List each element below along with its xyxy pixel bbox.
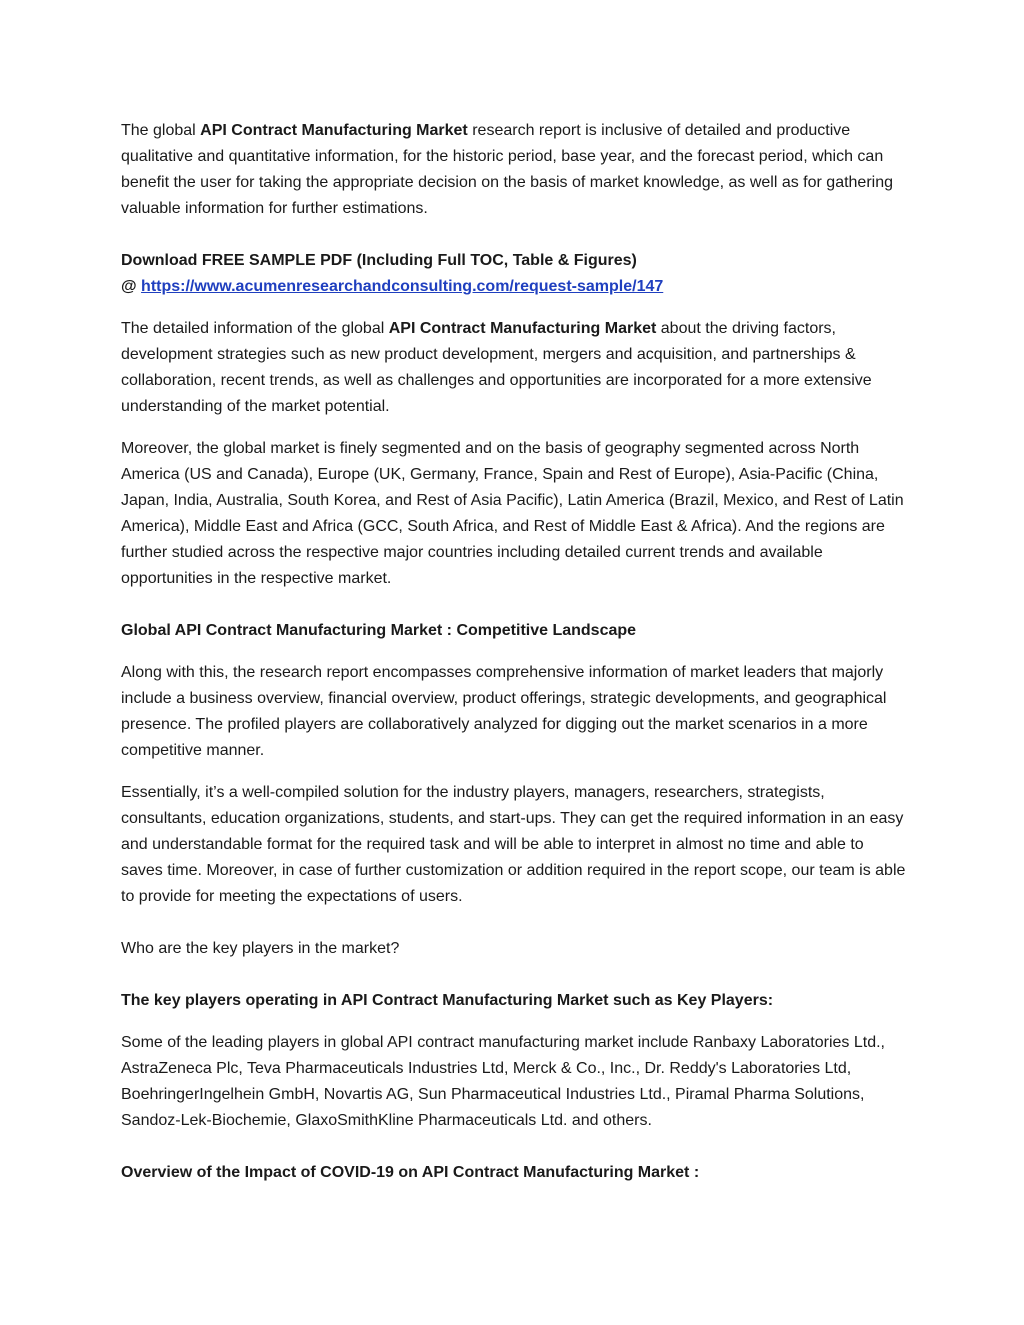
details-text-end: about the driving factors, development strategies such as new product development, mergers and acquisition, and partnerships & collaboration, recent trends, as well as challenges and opportunities are incorporated for a more extensive understanding of the market potential.: [121, 320, 872, 415]
key-players-paragraph: Some of the leading players in global API contract manufacturing market include Ranbaxy Laboratories Ltd., AstraZeneca Plc, Teva Pharmaceuticals Industries Ltd, Merck & Co., Inc., Dr. Reddy's Laboratories Ltd, BoehringerIngelhein GmbH, Novartis AG, Sun Pharmaceutical Industries Ltd., Piramal Pharma Solutions, Sandoz-Lek-Biochemie, GlaxoSmithKline Pharmaceuticals Ltd. and others.: [121, 1034, 885, 1129]
covid-impact-heading: Overview of the Impact of COVID-19 on API Contract Manufacturing Market :: [121, 1164, 700, 1181]
details-paragraph: [121, 316, 906, 420]
key-players-heading: The key players operating in API Contract Manufacturing Market such as Key Players:: [121, 992, 774, 1009]
intro-text-end: research report is inclusive of detailed and productive qualitative and quantitative information, for the historic period, base year, and the forecast period, which can benefit the user for taking the appropriate decision on the basis of market knowledge, as well as for gathering valuable information for further estimations.: [121, 122, 894, 217]
document-page: [121, 118, 906, 1186]
competitive-landscape-heading: Global API Contract Manufacturing Market : Competitive Landscape: [121, 622, 637, 639]
at-symbol: @: [121, 278, 142, 295]
sample-request-link[interactable]: https://www.acumenresearchandconsulting.com/request-sample/147: [141, 278, 664, 295]
download-link-line: [121, 274, 906, 300]
market-name-bold: API Contract Manufacturing Market: [388, 320, 657, 337]
intro-paragraph: [121, 118, 906, 222]
download-heading: Download FREE SAMPLE PDF (Including Full TOC, Table & Figures): [121, 252, 637, 269]
segmentation-paragraph: Moreover, the global market is finely segmented and on the basis of geography segmented across North America (US and Canada), Europe (UK, Germany, France, Spain and Rest of Europe), Asia-Pacific (China, Japan, India, Australia, South Korea, and Rest of Asia Pacific), Latin America (Brazil, Mexico, and Rest of Latin America), Middle East and Africa (GCC, South Africa, and Rest of Middle East & Africa). And the regions are further studied across the respective major countries including detailed current trends and available opportunities in the respective market.: [121, 440, 904, 587]
market-leaders-paragraph: Along with this, the research report encompasses comprehensive information of market leaders that majorly include a business overview, financial overview, product offerings, strategic developments, and geographical presence. The profiled players are collaboratively analyzed for digging out the market scenarios in a more competitive manner.: [121, 664, 887, 759]
details-text-start: The detailed information of the global: [121, 320, 389, 337]
market-name-bold: API Contract Manufacturing Market: [200, 122, 468, 139]
intro-text-start: The global: [121, 122, 201, 139]
solution-paragraph: Essentially, it’s a well-compiled solution for the industry players, managers, researchers, strategists, consultants, education organizations, students, and start-ups. They can get the required information in an easy and understandable format for the required task and will be able to interpret in almost no time and able to saves time. Moreover, in case of further customization or addition required in the report scope, our team is able to provide for meeting the expectations of users.: [121, 784, 906, 905]
key-players-question: Who are the key players in the market?: [121, 940, 400, 957]
